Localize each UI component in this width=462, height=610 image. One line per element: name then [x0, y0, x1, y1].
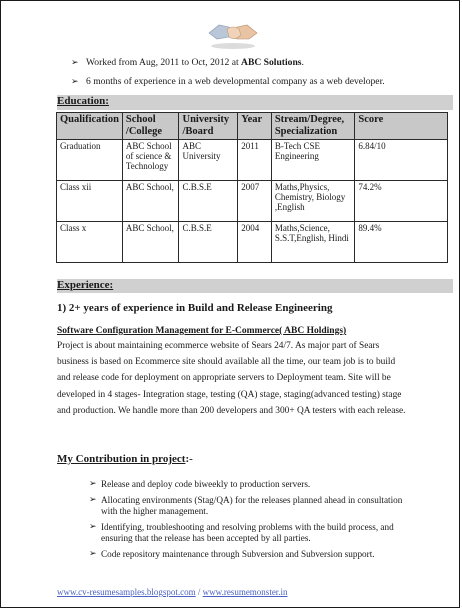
contribution-list — [89, 479, 411, 565]
education-table — [56, 112, 448, 263]
table-cell: B-Tech CSE Engineering — [271, 140, 355, 181]
table-cell: 74.2% — [355, 181, 448, 222]
project-description: Project is about maintaining ecommerce website of Sears 24/7. As major part of Sears business is based on Ecommerce site should available all the time, our team job is to build and release code for deployment on appropriate servers to Deployment team. Site will be developed in 4 stages- Integration stage, testing (QA) stage, staging(advanced testing) stage and production. We handle more than 200 developers and 300+ QA testers with each release. — [57, 341, 406, 416]
arrow-bullet-icon: ➢ — [89, 522, 97, 532]
list-item: ➢ Worked from Aug, 2011 to Oct, 2012 at ABC Solutions. — [71, 57, 304, 68]
experience-heading: Experience: — [57, 279, 453, 293]
table-cell: Graduation — [57, 140, 123, 181]
footer-links: www.cv-resumesamples.blogspot.com / www.resumemonster.in — [57, 587, 288, 597]
footer-link-cv-resumesamples[interactable]: www.cv-resumesamples.blogspot.com — [57, 587, 196, 597]
footer-link-resumemonster[interactable]: www.resumemonster.in — [202, 587, 288, 597]
table-cell: ABC School, — [122, 222, 179, 263]
table-row — [57, 222, 448, 263]
table-row — [57, 181, 448, 222]
list-item: ➢ Identifying, troubleshooting and resolving problems with the build process, and ensuring that the release has been accepted by all parties. — [89, 522, 394, 543]
table-cell: 6.84/10 — [355, 140, 448, 181]
column-header: Qualification — [57, 113, 123, 140]
list-item: ➢ Code repository maintenance through Subversion and Subversion support. — [89, 549, 375, 559]
table-cell: Maths,Physics, Chemistry, Biology ,English — [271, 181, 355, 222]
experience-role-heading: 1) 2+ years of experience in Build and Release Engineering — [57, 302, 333, 314]
column-header: Score — [355, 113, 448, 140]
table-header-row — [57, 113, 448, 140]
education-heading: Education: — [57, 95, 453, 110]
table-cell: Class x — [57, 222, 123, 263]
table-row — [57, 140, 448, 181]
table-cell: 2007 — [238, 181, 272, 222]
list-item: ➢ Release and deploy code biweekly to production servers. — [89, 479, 311, 489]
table-cell: ABC University — [179, 140, 238, 181]
list-item: ➢ Allocating environments (Stag/QA) for the releases planned ahead in consultation with the higher management. — [89, 495, 403, 516]
column-header: Year — [238, 113, 272, 140]
column-header: School /College — [122, 113, 179, 140]
column-header: University /Board — [179, 113, 238, 140]
table-cell: ABC School of science & Technology — [122, 140, 179, 181]
arrow-bullet-icon: ➢ — [71, 77, 79, 87]
contribution-heading: My Contribution in project:- — [57, 453, 193, 465]
table-cell: ABC School, — [122, 181, 179, 222]
project-title: Software Configuration Management for E-Commerce( ABC Holdings) — [57, 326, 347, 336]
top-bullet-list — [71, 57, 451, 95]
arrow-bullet-icon: ➢ — [89, 549, 97, 559]
handshake-icon — [207, 15, 259, 51]
column-header: Stream/Degree, Specialization — [271, 113, 355, 140]
list-item: ➢ 6 months of experience in a web developmental company as a web developer. — [71, 76, 385, 87]
table-cell: 2011 — [238, 140, 272, 181]
table-cell: C.B.S.E — [179, 181, 238, 222]
table-cell: Class xii — [57, 181, 123, 222]
arrow-bullet-icon: ➢ — [89, 495, 97, 505]
table-cell: 89.4% — [355, 222, 448, 263]
table-cell: C.B.S.E — [179, 222, 238, 263]
arrow-bullet-icon: ➢ — [89, 479, 97, 489]
arrow-bullet-icon: ➢ — [71, 58, 79, 68]
table-cell: Maths,Science, S.S.T,English, Hindi — [271, 222, 355, 263]
table-cell: 2004 — [238, 222, 272, 263]
